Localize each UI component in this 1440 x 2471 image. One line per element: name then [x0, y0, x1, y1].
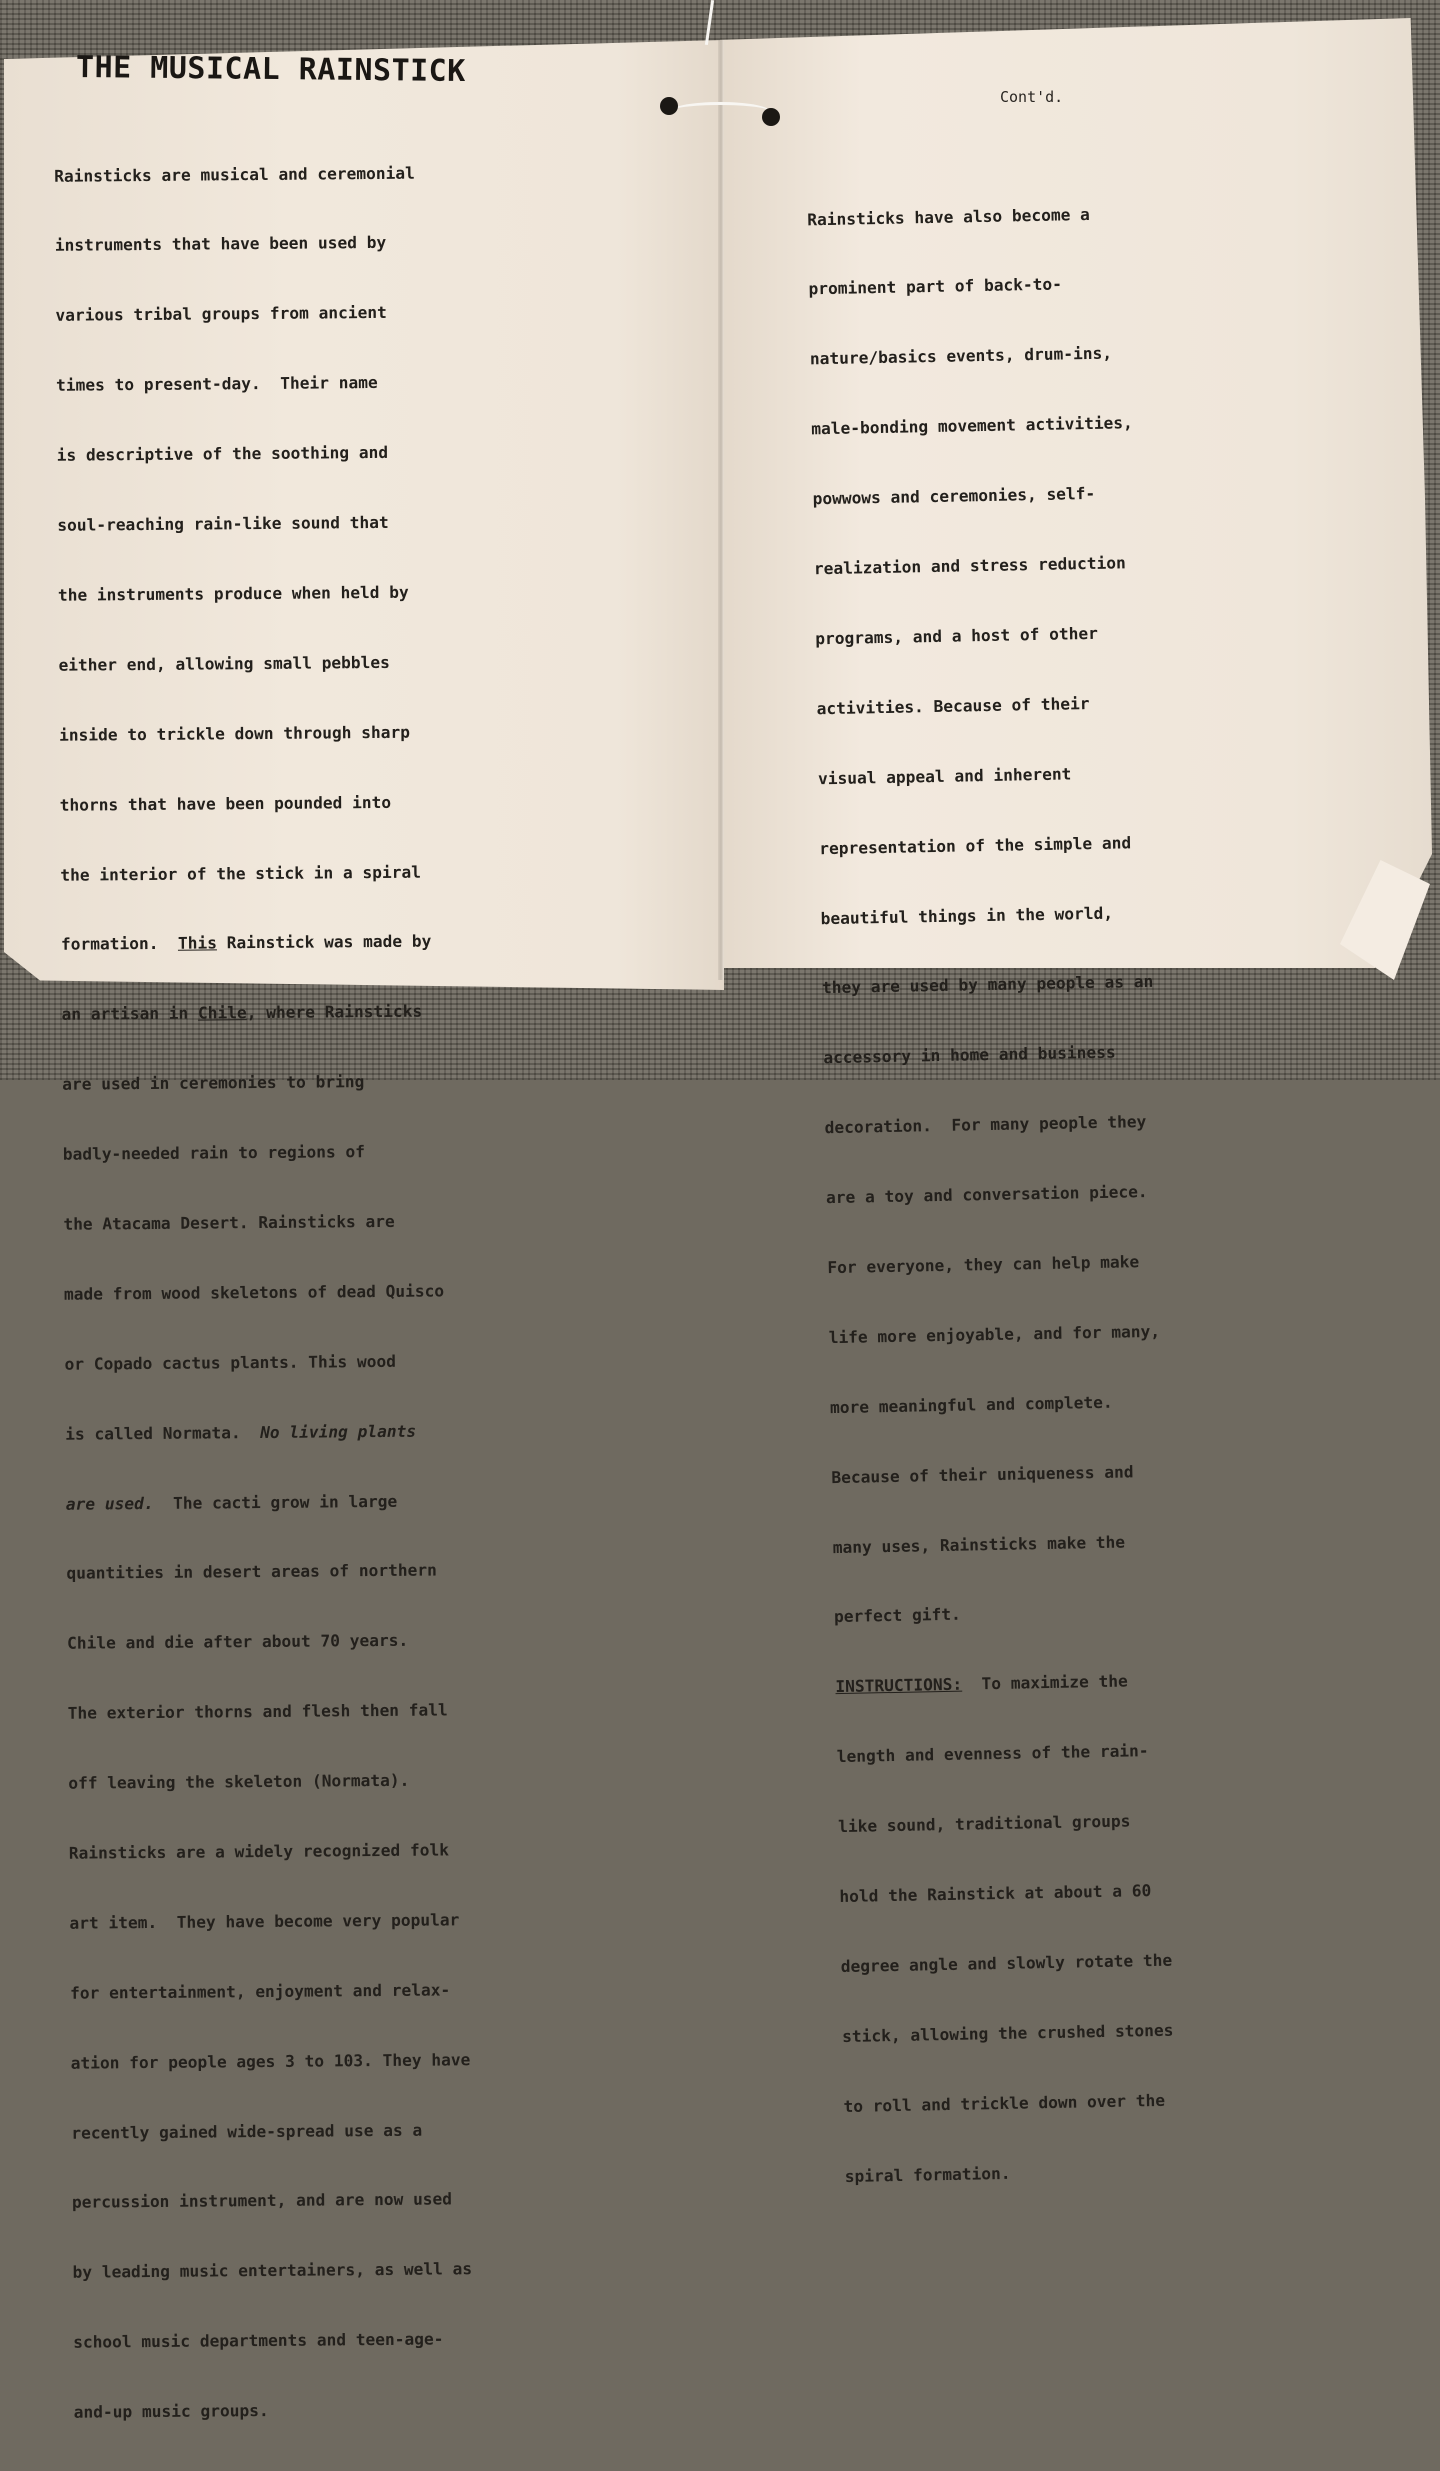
text-line: off leaving the skeleton (Normata). [68, 1770, 410, 1793]
text-line: for entertainment, enjoyment and relax- [70, 1980, 451, 2003]
text-line: is descriptive of the soothing and [56, 443, 389, 465]
text-line: nature/basics events, drum-ins, [809, 343, 1113, 369]
text-line: the interior of the stick in a spiral [60, 862, 422, 885]
punch-hole-left [660, 97, 678, 115]
text-line: programs, and a host of other [815, 623, 1099, 649]
text-line: realization and stress reduction [813, 553, 1126, 579]
punch-hole-right [762, 108, 780, 126]
text-line: activities. Because of their [816, 693, 1090, 719]
text-line: accessory in home and business [823, 1042, 1116, 1068]
text-line: recently gained wide-spread use as a [71, 2120, 423, 2143]
text-line: ation for people ages 3 to 103. They have [70, 2049, 471, 2073]
text-line: the Atacama Desert. Rainsticks are [63, 1211, 395, 1234]
text-line: The exterior thorns and flesh then fall [67, 1700, 448, 1723]
text-line: they are used by many people as an [821, 972, 1154, 998]
text-line: to roll and trickle down over the [843, 2090, 1166, 2116]
underlined-word: Chile [197, 1003, 247, 1023]
text-line [61, 930, 461, 957]
text-line [65, 1419, 465, 1446]
text-line: soul-reaching rain-like sound that [57, 512, 389, 535]
text-line: instruments that have been used by [54, 233, 387, 256]
text-line: the instruments produce when held by [57, 582, 409, 605]
text-line: or Copado cactus plants. This wood [64, 1351, 397, 1374]
text-line: prominent part of back-to- [808, 274, 1063, 299]
text-line: Rainsticks are a widely recognized folk [68, 1840, 450, 1863]
continued-label: Cont'd. [1000, 88, 1064, 106]
text-line: degree angle and slowly rotate the [840, 1950, 1173, 1976]
text-line [66, 1489, 466, 1516]
underlined-word: This [177, 933, 217, 954]
text-line: inside to trickle down through sharp [59, 722, 411, 745]
text-line: many uses, Rainsticks make the [832, 1532, 1126, 1557]
center-fold-crease [718, 40, 724, 980]
text-segment: , where Rainsticks [246, 1001, 423, 1023]
text-line: percussion instrument, and are now used [71, 2189, 453, 2213]
text-line: male-bonding movement activities, [811, 413, 1134, 439]
hanging-string [705, 0, 714, 45]
text-line: beautiful things in the world, [820, 903, 1114, 928]
text-line: badly-needed rain to regions of [62, 1142, 365, 1164]
text-line: life more enjoyable, and for many, [828, 1321, 1161, 1347]
text-line: length and evenness of the rain- [836, 1741, 1149, 1767]
left-text-column [54, 114, 474, 2470]
text-line: thorns that have been pounded into [59, 792, 392, 815]
text-line: either end, allowing small pebbles [58, 652, 390, 675]
text-line: stick, allowing the crushed stones [841, 2020, 1174, 2046]
italic-text: are used. [65, 1493, 154, 1514]
text-segment: The cacti grow in large [153, 1491, 398, 1513]
document-title: THE MUSICAL RAINSTICK [75, 49, 466, 90]
text-line: are used in ceremonies to bring [62, 1072, 365, 1094]
text-line: more meaningful and complete. [829, 1392, 1113, 1417]
text-segment: Rainstick was made by [216, 931, 432, 953]
text-line: Rainsticks are musical and ceremonial [54, 163, 415, 186]
text-line: times to present-day. Their name [55, 373, 378, 396]
text-segment: To maximize the [961, 1671, 1128, 1694]
right-text-column [806, 155, 1177, 2234]
tie-string [670, 102, 770, 121]
text-line: hold the Rainstick at about a 60 [839, 1881, 1152, 1907]
text-line: visual appeal and inherent [817, 764, 1072, 788]
text-line [835, 1669, 1167, 1699]
text-line: For everyone, they can help make [827, 1252, 1140, 1278]
text-line: art item. They have become very popular [69, 1910, 460, 1933]
text-line: spiral formation. [844, 2163, 1011, 2186]
text-line: representation of the simple and [819, 832, 1132, 858]
italic-text: No living plants [260, 1421, 417, 1442]
text-segment: is called Normata. [65, 1422, 261, 1444]
text-line: Chile and die after about 70 years. [66, 1631, 409, 1654]
text-line: perfect gift. [833, 1605, 961, 1627]
instructions-heading: INSTRUCTIONS: [835, 1674, 963, 1697]
text-segment: formation. [60, 934, 159, 955]
text-line: school music departments and teen-age- [73, 2329, 444, 2352]
text-line: various tribal groups from ancient [55, 303, 387, 326]
text-line: quantities in desert areas of northern [66, 1560, 437, 1584]
text-line: powwows and ceremonies, self- [812, 484, 1096, 509]
text-line: by leading music entertainers, as well as [72, 2259, 473, 2283]
text-line: made from wood skeletons of dead Quisco [63, 1281, 445, 1304]
text-line: decoration. For many people they [824, 1112, 1147, 1138]
text-line [61, 1000, 461, 1027]
text-line: like sound, traditional groups [837, 1811, 1131, 1837]
text-line: are a toy and conversation piece. [825, 1182, 1148, 1208]
text-segment: an artisan in [61, 1003, 199, 1025]
text-line: and-up music groups. [73, 2401, 269, 2422]
text-line: Because of their uniqueness and [831, 1461, 1134, 1487]
text-line: Rainsticks have also become a [807, 204, 1091, 229]
